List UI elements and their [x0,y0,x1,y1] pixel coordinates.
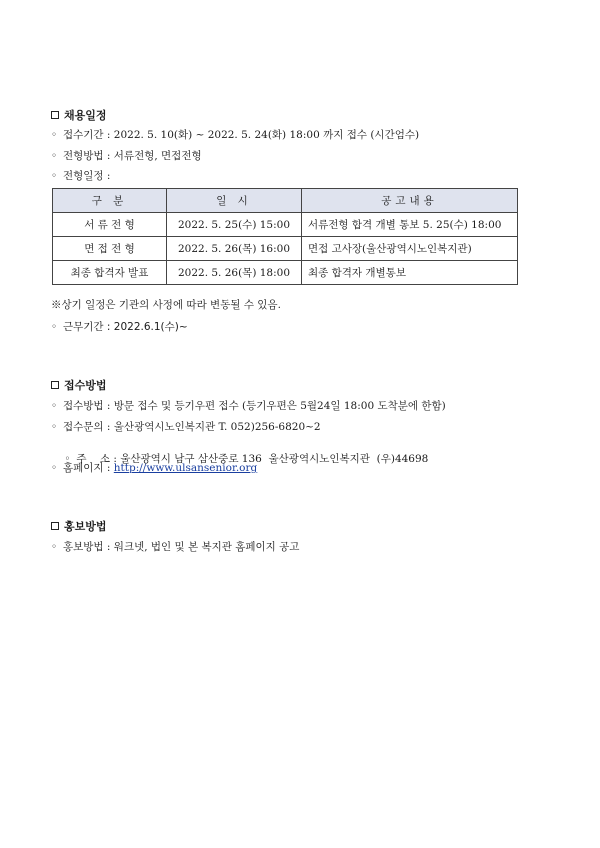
bullet-icon: ◦ [51,462,58,474]
checkbox-square-icon [51,111,59,119]
table-cell: 면 접 전 형 [53,237,167,261]
table-header-cell: 공고내용 [302,189,518,213]
table-cell: 2022. 5. 25(수) 15:00 [167,213,302,237]
table-row [53,261,518,285]
table-cell: 2022. 5. 26(목) 16:00 [167,237,302,261]
steps-text: 전형일정 : [63,170,111,182]
table-row [53,237,518,261]
table-cell: 최종 합격자 개별통보 [302,261,518,285]
table-cell: 2022. 5. 26(목) 18:00 [167,261,302,285]
schedule-heading [51,107,107,123]
inquiry-line [51,419,321,434]
promotion-heading-text: 홍보방법 [64,520,107,533]
table-header-cell: 일 시 [167,189,302,213]
bullet-icon: ◦ [51,421,58,433]
application-heading-text: 접수방법 [64,379,107,392]
bullet-icon: ◦ [64,453,71,465]
method-text: 전형방법 : 서류전형, 면접전형 [63,150,202,162]
period-line [51,127,419,142]
bullet-icon: ◦ [51,400,58,412]
table-row [53,213,518,237]
homepage-label: 홈페이지 : [63,462,114,474]
bullet-icon: ◦ [51,321,58,333]
schedule-heading-text: 채용일정 [64,109,107,122]
method-line [51,148,202,163]
table-cell: 최종 합격자 발표 [53,261,167,285]
checkbox-square-icon [51,522,59,530]
bullet-icon: ◦ [51,150,58,162]
homepage-line [51,460,257,475]
table-header-row [53,189,518,213]
checkbox-square-icon [51,381,59,389]
steps-line [51,168,110,183]
promotion-heading [51,518,107,534]
bullet-icon: ◦ [51,170,58,182]
table-header-cell: 구 분 [53,189,167,213]
address-text: 주 소 : 울산광역시 남구 삼산중로 136 울산광역시노인복지관 (우)44698 [76,453,429,465]
application-heading [51,377,107,393]
table-cell: 서 류 전 형 [53,213,167,237]
schedule-table [52,188,518,285]
homepage-link[interactable]: http://www.ulsansenior.org [113,462,258,474]
bullet-icon: ◦ [51,541,58,553]
period-text: 접수기간 : 2022. 5. 10(화) ~ 2022. 5. 24(화) 18:00 까지 접수 (시간엄수) [63,129,420,141]
application-method-line [51,398,446,413]
promotion-method-line [51,539,299,554]
inquiry-text: 접수문의 : 울산광역시노인복지관 T. 052)256-6820~2 [63,421,321,433]
table-cell: 서류전형 합격 개별 통보 5. 25(수) 18:00 [302,213,518,237]
schedule-note: ※상기 일정은 기관의 사정에 따라 변동될 수 있음. [51,299,281,311]
promotion-method-text: 홍보방법 : 워크넷, 법인 및 본 복지관 홈페이지 공고 [63,541,300,553]
bullet-icon: ◦ [51,129,58,141]
table-cell: 면접 고사장(울산광역시노인복지관) [302,237,518,261]
work-period-text: 근무기간 : 2022.6.1(수)~ [63,321,188,333]
application-method-text: 접수방법 : 방문 접수 및 등기우편 접수 (등기우편은 5월24일 18:00 도착분에 한함) [63,400,446,412]
work-period-line [51,319,188,334]
